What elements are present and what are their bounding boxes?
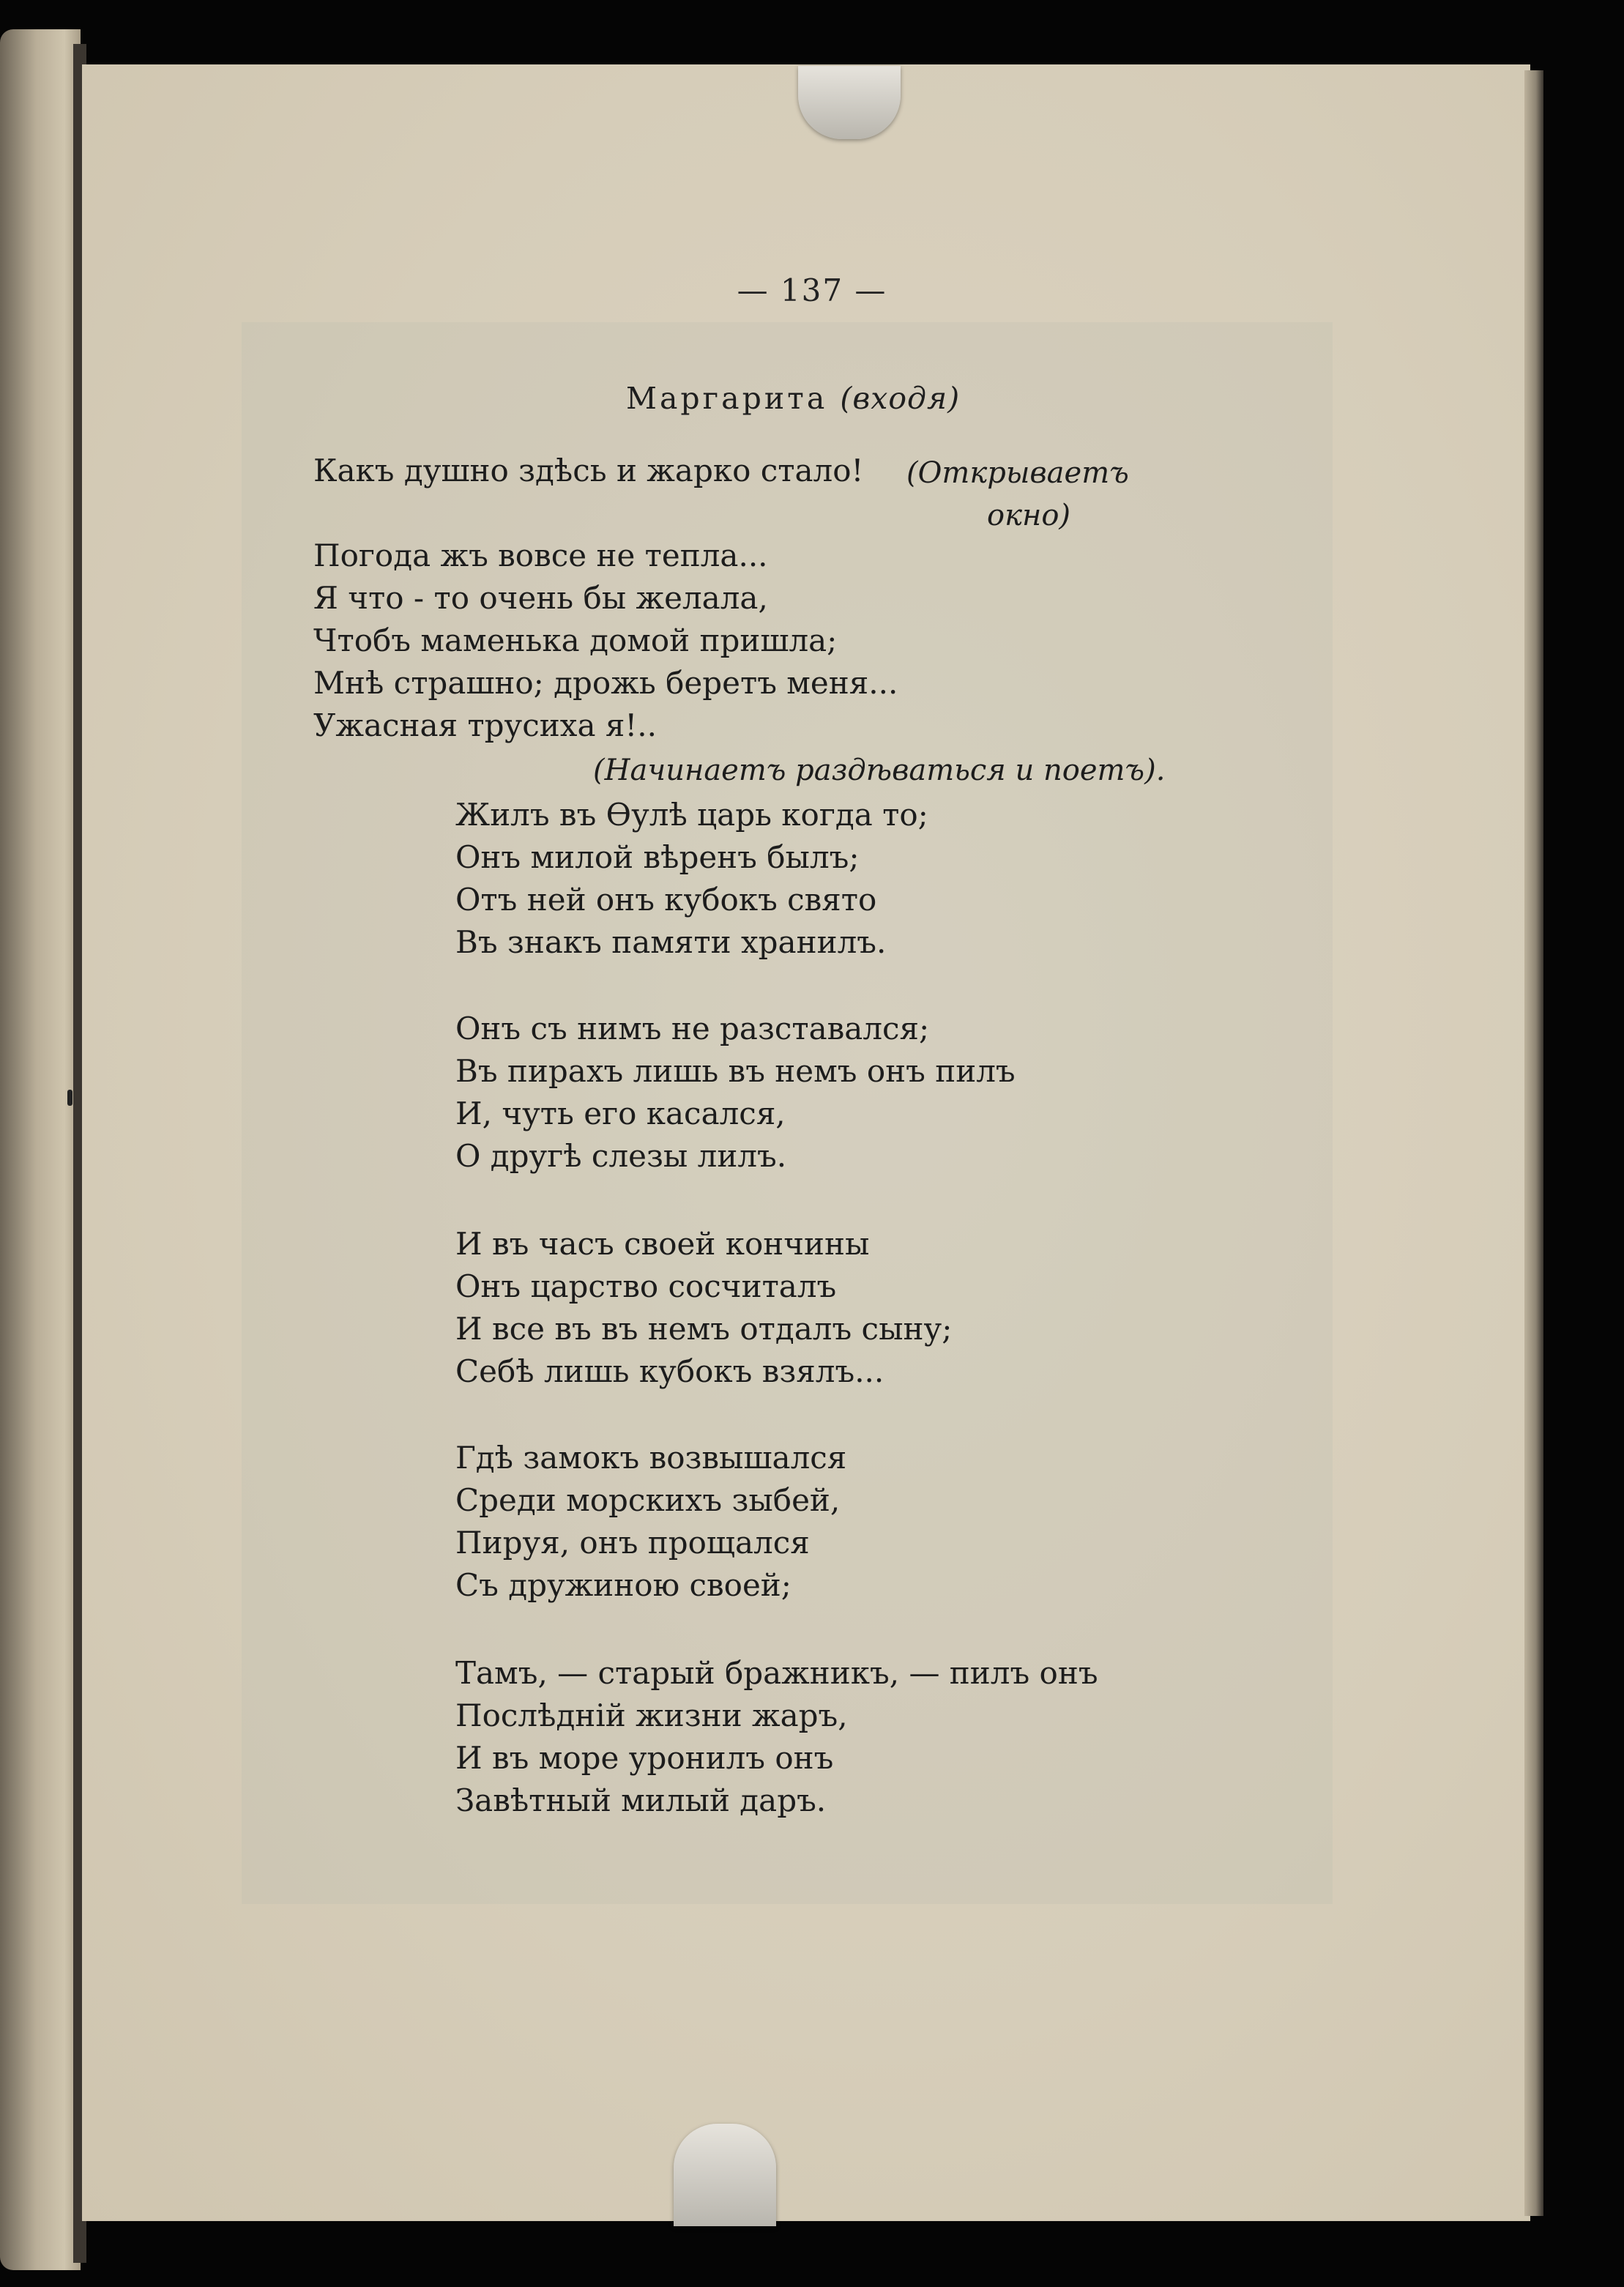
opening-line: Мнѣ страшно; дрожь беретъ меня... xyxy=(313,665,898,701)
song-line: Пируя, онъ прощался xyxy=(455,1525,810,1561)
song-line: Онъ съ нимъ не разставался; xyxy=(455,1011,930,1046)
song-line: И, чуть его касался, xyxy=(455,1096,786,1131)
speaker-heading xyxy=(626,381,960,416)
stage-direction-undress-sing: (Начинаетъ раздѣваться и поетъ). xyxy=(593,754,1166,787)
song-line: Себѣ лишь кубокъ взялъ... xyxy=(455,1353,884,1389)
song-line: Тамъ, — старый бражникъ, — пилъ онъ xyxy=(455,1655,1098,1691)
margin-mark xyxy=(67,1090,72,1106)
song-line: Среди морскихъ зыбей, xyxy=(455,1482,841,1518)
song-line: Завѣтный милый даръ. xyxy=(455,1782,827,1818)
facing-page-edge xyxy=(0,29,81,2270)
opening-line: Я что - то очень бы желала, xyxy=(313,580,768,616)
opening-line-1: Какъ душно здѣсь и жарко стало! xyxy=(313,453,864,488)
song-line: И въ часъ своей кончины xyxy=(455,1226,870,1262)
song-line: О другѣ слезы лилъ. xyxy=(455,1138,787,1174)
song-line: И въ море уронилъ онъ xyxy=(455,1740,834,1776)
stage-direction-open-window: (Открываетъ xyxy=(906,456,1129,490)
song-line: Гдѣ замокъ возвышался xyxy=(455,1440,847,1476)
page-number: — 137 — xyxy=(737,272,887,308)
song-line: Съ дружиною своей; xyxy=(455,1567,791,1603)
song-line: Жилъ въ Ѳулѣ царь когда то; xyxy=(455,797,928,833)
stage-direction-open-window-cont: окно) xyxy=(987,499,1071,532)
song-line: Онъ царство сосчиталъ xyxy=(455,1268,837,1304)
song-line: Послѣднiй жизни жаръ, xyxy=(455,1697,848,1733)
opening-line: Погода жъ вовсе не тепла... xyxy=(313,538,768,573)
page-clip-bottom xyxy=(674,2124,776,2226)
page-clip-top xyxy=(798,66,901,139)
song-line: И все въ въ немъ отдалъ сыну; xyxy=(455,1311,953,1347)
song-line: Онъ милой вѣренъ былъ; xyxy=(455,839,860,875)
song-line: Въ пирахъ лишь въ немъ онъ пилъ xyxy=(455,1053,1016,1089)
speaker-direction: (входя) xyxy=(840,381,961,416)
song-line: Въ знакъ памяти хранилъ. xyxy=(455,924,887,960)
speaker-name: Маргарита xyxy=(626,381,828,416)
song-line: Отъ ней онъ кубокъ свято xyxy=(455,882,877,918)
page-edge-shadow xyxy=(1524,70,1543,2216)
opening-line: Чтобъ маменька домой пришла; xyxy=(313,622,838,658)
opening-line: Ужасная трусиха я!.. xyxy=(313,707,657,743)
